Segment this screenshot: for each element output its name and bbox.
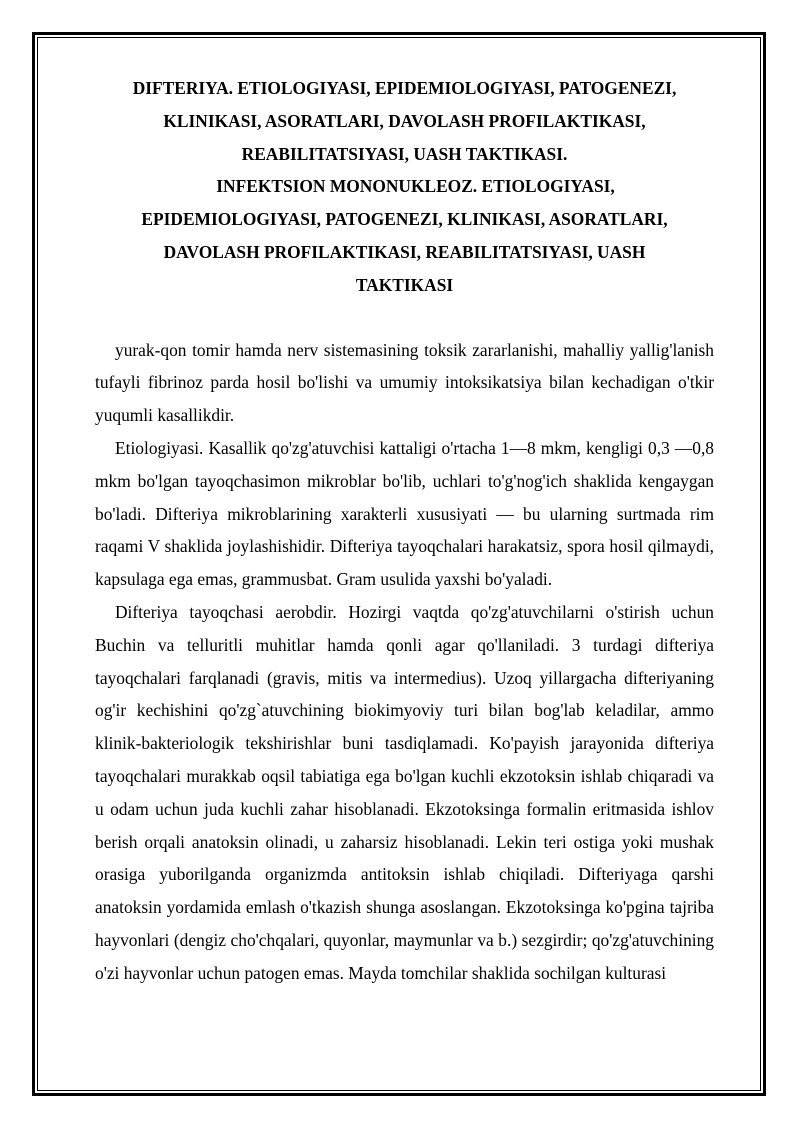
title-line: REABILITATSIYASI, UASH TAKTIKASI. [241, 143, 568, 164]
title-line: KLINIKASI, ASORATLARI, DAVOLASH PROFILAKTIKASI, [163, 110, 646, 131]
paragraph-etiology: Etiologiyasi. Kasallik qo'zg'atuvchisi kattaligi o'rtacha 1—8 mkm, kengligi 0,3 —0,8 mkm bo'lgan tayoqchasimon mikroblar bo'lib, uchlari to'g'nog'ich shaklida kengaygan bo'ladi. Difteriya mikroblarining xarakterli xususiyati — bu ularning surtmada rim raqami V shaklida joylashishidir. Difteriya tayoqchalari harakatsiz, spora hosil qilmaydi, kapsulaga ega emas, grammusbat. Gram usulida yaxshi bo'yaladi. [95, 437, 714, 590]
paragraph-aerobic: Difteriya tayoqchasi aerobdir. Hozirgi vaqtda qo'zg'atuvchilarni o'stirish uchun Buchin va telluritli muhitlar hamda qonli agar qo'llaniladi. 3 turdagi difteriya tayoqchalari farqlanadi (gravis, mitis va intermedius). Uzoq yillargacha difteriyaning og'ir kechishini qo'zg`atuvchining biokimyoviy turi bilan bog'lab keladilar, ammo klinik-bakteriologik tekshirishlar buni tasdiqlamadi. Ko'payish jarayonida difteriya tayoqchalari murakkab oqsil tabiatiga ega bo'lgan kuchli ekzotoksin ishlab chiqaradi va u odam uchun juda kuchli zahar hisoblanadi. Ekzotoksinga formalin eritmasida ishlov berish orqali anatoksin olinadi, u zaharsiz hisoblanadi. Lekin teri ostiga yoki mushak orasiga yuborilganda organizmda antitoksin ishlab chiqiladi. Difteriyaga qarshi anatoksin yordamida emlash o'tkazish shunga asoslangan. Ekzotoksinga ko'pgina tajriba hayvonlari (dengiz cho'chqalari, quyonlar, maymunlar va b.) sezgirdir; qo'zg'atuvchining o'zi hayvonlar uchun patogen emas. Mayda tomchilar shaklida sochilgan kulturasi [95, 601, 714, 983]
paragraph-definition: yurak-qon tomir hamda nerv sistemasining toksik zararlanishi, mahalliy yallig'lanish tufayli fibrinoz parda hosil bo'lishi va umumiy intoksikatsiya bilan kechadigan o'tkir yuqumli kasallikdir. [95, 339, 714, 426]
document-title [95, 72, 714, 302]
title-line: DAVOLASH PROFILAKTIKASI, REABILITATSIYASI, UASH [163, 241, 646, 262]
title-line: EPIDEMIOLOGIYASI, PATOGENEZI, KLINIKASI, ASORATLARI, [141, 209, 668, 230]
title-line: TAKTIKASI [355, 274, 454, 295]
page-content [95, 72, 714, 990]
title-line: INFEKTSION MONONUKLEOZ. ETIOLOGIYASI, [216, 176, 615, 197]
document-body [95, 334, 714, 990]
title-line: DIFTERIYA. ETIOLOGIYASI, EPIDEMIOLOGIYASI, PATOGENEZI, [132, 78, 677, 98]
